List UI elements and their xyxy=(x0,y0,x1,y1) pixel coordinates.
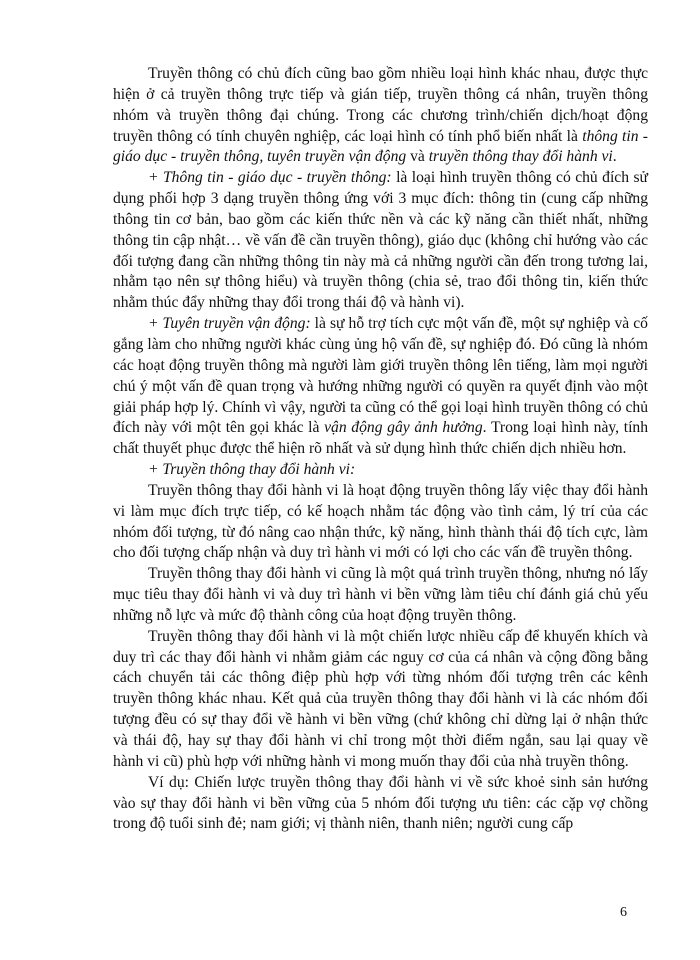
text-run: là sự hỗ trợ tích cực một vấn đề, một sự nghiệp và cố gắng làm cho những người khác cùng ủng hộ vấn đề, sự nghiệp đó. Đó cũng là nhóm các hoạt động truyền thông mà người làm giới truyền thông lên tiếng, làm mọi người chú ý một vấn đề quan trọng và hướng những người có quyền ra quyết định vào một giải pháp hợp lý. Chính vì vậy, người ta cũng có thể gọi loại hình truyền thông có chủ đích này với một tên gọi khác là xyxy=(113,315,648,437)
paragraph xyxy=(113,460,648,481)
paragraph xyxy=(113,314,648,460)
italic-text: + Thông tin - giáo dục - truyền thông: xyxy=(148,169,392,187)
text-run: . Trong loại hình này, tính chất thuyết phục được thể hiện rõ nhất và sử dụng hình thức chiến dịch nhiều hơn. xyxy=(113,419,648,458)
text-run: là loại hình truyền thông có chủ đích sử dụng phối hợp 3 dạng truyền thông ứng với 3 mục đích: thông tin (cung cấp những thông tin cơ bản, bao gồm các kiến thức nền và các kỹ năng cần thiết nhất, những thông tin cập nhật… về vấn đề cần truyền thông), giáo dục (không chỉ hướng vào các đối tượng đang cần những thông tin này mà cả những người cần đến trong tương lai, nhằm tạo nên sự thông hiểu) và truyền thông (chia sẻ, trao đổi thông tin, kiến thức nhằm thúc đẩy những thay đổi trong thái độ và hành vi). xyxy=(113,169,648,312)
body-text xyxy=(113,64,648,835)
italic-text: + Truyền thông thay đổi hành vi: xyxy=(148,461,356,479)
text-run: Truyền thông thay đổi hành vi là một chiến lược nhiều cấp để khuyến khích và duy trì các thay đổi hành vi nhằm giảm các nguy cơ của cá nhân và cộng đồng bằng cách chuyển tải các thông điệp phù hợp với từng nhóm đối tượng trên các kênh truyền thông khác nhau. Kết quả của truyền thông thay đổi hành vi là các nhóm đối tượng đều có sự thay đổi về hành vi bền vững (chứ không chỉ dừng lại ở nhận thức và thái độ, hay sự thay đổi hành vi chỉ trong một thời điểm ngắn, sau lại quay về hành vi cũ) phù hợp với những hành vi mong muốn thay đổi của nhà truyền thông. xyxy=(113,627,648,770)
italic-text: vận động gây ảnh hưởng xyxy=(324,419,483,437)
paragraph xyxy=(113,564,648,627)
page-number: 6 xyxy=(620,905,627,920)
text-run: Truyền thông thay đổi hành vi là hoạt động truyền thông lấy việc thay đổi hành vi làm mục đích trực tiếp, có kế hoạch nhằm tác động vào tình cảm, lý trí của các nhóm đối tượng, từ đó nâng cao nhận thức, kỹ năng, hình thành thái độ tích cực, làm cho đối tượng chấp nhận và duy trì hành vi mới có lợi cho các vấn đề truyền thông. xyxy=(113,481,648,562)
text-run: . xyxy=(612,148,617,166)
paragraph xyxy=(113,64,648,168)
text-run: Truyền thông có chủ đích cũng bao gồm nhiều loại hình khác nhau, được thực hiện ở cả truyền thông trực tiếp và gián tiếp, truyền thông cá nhân, truyền thông nhóm và truyền thông đại chúng. Trong các chương trình/chiến dịch/hoạt động truyền thông có tính chuyên nghiệp, các loại hình có tính phổ biến nhất là xyxy=(113,65,648,145)
paragraph xyxy=(113,168,648,314)
italic-text: truyền thông thay đổi hành vi xyxy=(428,148,613,166)
paragraph xyxy=(113,481,648,564)
paragraph xyxy=(113,773,648,836)
text-run: Truyền thông thay đổi hành vi cũng là một quá trình truyền thông, nhưng nó lấy mục tiêu thay đổi hành vi và duy trì hành vi bền vững làm tiêu chí đánh giá chủ yếu những nỗ lực và mức độ thành công của hoạt động truyền thông. xyxy=(113,565,648,624)
italic-text: + Tuyên truyền vận động: xyxy=(148,315,311,333)
text-run: và xyxy=(406,148,429,166)
text-run: Ví dụ: Chiến lược truyền thông thay đổi hành vi về sức khoẻ sinh sản hướng vào sự thay đổi hành vi bền vững của 5 nhóm đối tượng ưu tiên: các cặp vợ chồng trong độ tuổi sinh đẻ; nam giới; vị thành niên, thanh niên; người cung cấp xyxy=(113,773,648,833)
paragraph xyxy=(113,627,648,773)
italic-text: thông tin - giáo dục - truyền thông, tuyên truyền vận động xyxy=(113,127,648,166)
